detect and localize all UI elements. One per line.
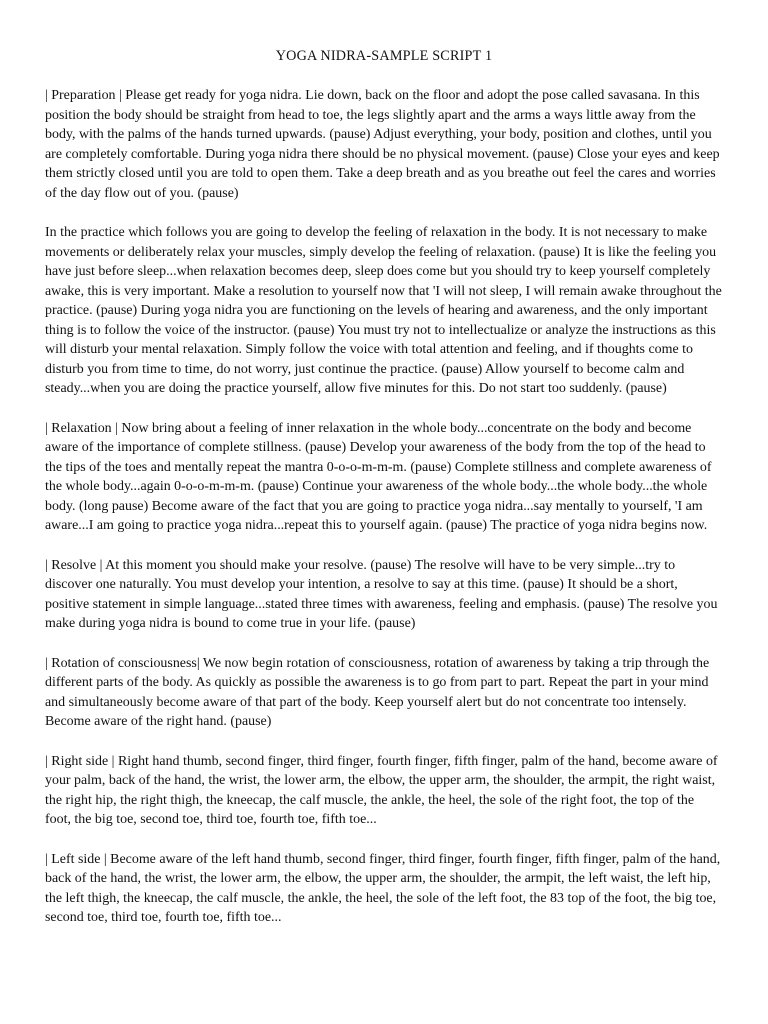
paragraph-rotation-of-consciousness: | Rotation of consciousness| We now begin rotation of consciousness, rotation of awareness by taking a trip through the different parts of the body. As quickly as possible the awareness is to go from part to part. Repeat the part in your mind and simultaneously become aware of that part of the body. Keep yourself alert but do not concentrate too intensely. Become aware of the right hand. (pause) xyxy=(45,655,710,729)
paragraph-right-side: | Right side | Right hand thumb, second finger, third finger, fourth finger, fifth finger, palm of the hand, become aware of your palm, back of the hand, the wrist, the lower arm, the elbow, the upper arm, the shoulder, the armpit, the right waist, the right hip, the right thigh, the kneecap, the calf muscle, the ankle, the heel, the sole of the right foot, the top of the foot, the big toe, second toe, third toe, fourth toe, fifth toe... xyxy=(45,753,718,827)
paragraph-left-side: | Left side | Become aware of the left hand thumb, second finger, third finger, fourth finger, fifth finger, palm of the hand, back of the hand, the wrist, the lower arm, the elbow, the upper arm, the shoulder, the armpit, the left waist, the left hip, the left thigh, the kneecap, the calf muscle, the ankle, the heel, the sole of the left foot, the 83 top of the foot, the big toe, second toe, third toe, fourth toe, fifth toe... xyxy=(45,851,721,925)
paragraph-practice-intro: In the practice which follows you are going to develop the feeling of relaxation in the body. It is not necessary to make movements or deliberately relax your muscles, simply develop the feeling of relaxation. (pause) It is like the feeling you have just before sleep...when relaxation becomes deep, sleep does come but you should try to keep yourself completely awake, this is very important. Make a resolution to yourself now that 'I will not sleep, I will remain awake throughout the practice. (pause) During yoga nidra you are functioning on the levels of hearing and awareness, and the only important thing is to follow the voice of the instructor. (pause) You must try not to intellectualize or analyze the instructions as this will disturb your mental relaxation. Simply follow the voice with total attention and feeling, and if thoughts come to disturb you from time to time, do not worry, just continue the practice. (pause) Allow yourself to become calm and steady...when you are doing the practice yourself, allow five minutes for this. Do not start too suddenly. (pause) xyxy=(45,225,722,396)
document-body xyxy=(45,86,723,948)
paragraph-relaxation: | Relaxation | Now bring about a feeling of inner relaxation in the whole body...concentrate on the body and become aware of the importance of complete stillness. (pause) Develop your awareness of the body from the top of the head to the tips of the toes and mentally repeat the mantra 0-o-o-m-m-m. (pause) Complete stillness and complete awareness of the whole body...again 0-o-o-m-m-m. (pause) Continue your awareness of the whole body...the whole body...the whole body. (long pause) Become aware of the fact that you are going to practice yoga nidra...say mentally to yourself, 'I am aware...I am going to practice yoga nidra...repeat this to yourself again. (pause) The practice of yoga nidra begins now. xyxy=(45,420,712,533)
paragraph-preparation: | Preparation | Please get ready for yoga nidra. Lie down, back on the floor and adopt the pose called savasana. In this position the body should be straight from head to toe, the legs slightly apart and the arms a ways little away from the body, with the palms of the hands turned upwards. (pause) Adjust everything, your body, position and clothes, until you are completely comfortable. During yoga nidra there should be no physical movement. (pause) Close your eyes and keep them strictly closed until you are told to open them. Take a deep breath and as you breathe out feel the cares and worries of the day flow out of you. (pause) xyxy=(45,88,720,201)
paragraph-resolve: | Resolve | At this moment you should make your resolve. (pause) The resolve will have to be very simple...try to discover one naturally. You must develop your intention, a resolve to say at this time. (pause) It should be a short, positive statement in simple language...stated three times with awareness, feeling and emphasis. (pause) The resolve you make during yoga nidra is bound to come true in your life. (pause) xyxy=(45,557,718,631)
document-title: YOGA NIDRA-SAMPLE SCRIPT 1 xyxy=(275,48,493,64)
